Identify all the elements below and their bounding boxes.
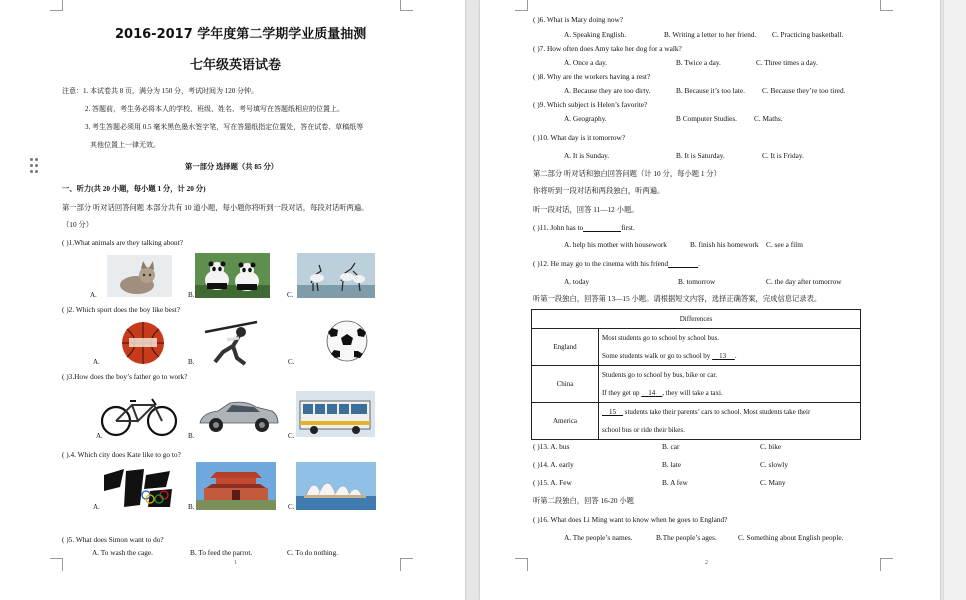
cat-image xyxy=(107,255,172,297)
blank-number: 13 xyxy=(719,352,727,360)
q6-option-b: B. Writing a letter to her friend. xyxy=(664,30,757,39)
description-line: Students go to school by bus, bike or car. xyxy=(602,371,718,379)
question-11 xyxy=(533,224,635,232)
description-text: If they get up xyxy=(602,389,640,397)
q15-option-b: B. A few xyxy=(662,478,688,487)
blank-number: 14 xyxy=(648,389,656,397)
q9-option-b: B Computer Studies. xyxy=(676,114,738,123)
answer-blank xyxy=(668,260,698,268)
q14-option-b: B. late xyxy=(662,460,682,469)
note-line: 3. 考生答题必须用 0.5 毫米黑色墨水签字笔，写在答题纸指定位置处，答在试卷、草稿纸等 xyxy=(85,123,364,131)
blank-number: 15 xyxy=(609,408,616,416)
sydney-opera-house-image xyxy=(296,462,376,510)
car-image xyxy=(196,395,281,435)
table-row xyxy=(532,329,861,366)
part1-heading: 第一部分 选择题（共 85 分） xyxy=(185,162,279,171)
option-b-label: B. xyxy=(188,432,195,440)
q13-option-b: B. car xyxy=(662,442,680,451)
blank-14 xyxy=(641,389,662,397)
question-3: ( )3.How does the boy’s father go to work? xyxy=(62,372,188,381)
description-cell xyxy=(599,366,861,403)
q6-option-a: A. Speaking English. xyxy=(564,30,627,39)
option-b-label: B. xyxy=(188,291,195,299)
bicycle-image xyxy=(100,393,180,438)
crop-mark xyxy=(515,558,528,571)
note-line: 2. 答题前，考生务必将本人的学校、班级、姓名、考号填写在答题纸相应的位置上。 xyxy=(85,105,344,113)
q6-option-c: C. Practicing basketball. xyxy=(772,30,844,39)
crop-mark xyxy=(50,558,63,571)
description-line: school bus or ride their bikes. xyxy=(602,426,685,434)
blank-15 xyxy=(602,408,623,416)
option-a-label: A. xyxy=(93,503,100,511)
table-header: Differences xyxy=(532,310,861,329)
note-line: 其他位置上一律无效。 xyxy=(90,141,160,149)
q12-text: ( )12. He may go to the cinema with his friend xyxy=(533,259,669,268)
question-16: ( )16. What does Li Ming want to know when he goes to England? xyxy=(533,515,728,524)
option-c-label: C. xyxy=(288,358,295,366)
q5-option-c: C. To do nothing. xyxy=(287,548,339,557)
question-14: ( )14. A. early xyxy=(533,460,574,469)
question-13: ( )13. A. bus xyxy=(533,442,570,451)
section-instructions: 第一部分 听对话回答问题 本部分共有 10 道小题，每小题你将听到一段对话，每段对话听两遍。 xyxy=(62,203,369,212)
option-c-label: C. xyxy=(287,291,294,299)
description-line xyxy=(602,384,857,402)
question-7: ( )7. How often does Amy take her dog for a walk? xyxy=(533,44,682,53)
exam-title: 2016-2017 学年度第二学期学业质量抽测 xyxy=(115,27,367,42)
part2-instructions: 你将听到一段对话和两段独白，听两遍。 xyxy=(533,186,665,195)
q14-option-c: C. slowly xyxy=(760,460,788,469)
crop-mark xyxy=(880,558,893,571)
option-a-label: A. xyxy=(93,358,100,366)
option-c-label: C. xyxy=(288,432,295,440)
description-line xyxy=(602,347,857,365)
q11-option-b: B. finish his homework xyxy=(690,240,759,249)
crop-mark xyxy=(515,0,528,11)
question-5: ( )5. What does Simon want to do? xyxy=(62,535,164,544)
q16-option-a: A. The people’s names. xyxy=(564,533,633,542)
description-cell xyxy=(599,329,861,366)
drag-handle-icon[interactable] xyxy=(30,158,40,174)
description-line: Most students go to school by school bus. xyxy=(602,334,720,342)
country-cell: China xyxy=(532,366,599,403)
question-4: ( ).4. Which city does Kate like to go to? xyxy=(62,450,181,459)
q16-option-b: B.The people’s ages. xyxy=(656,533,717,542)
option-a-label: A. xyxy=(96,432,103,440)
table-row xyxy=(532,403,861,440)
part2-heading: 第二部分 听对话和独白回答问题（计 10 分，每小题 1 分） xyxy=(533,169,721,178)
soccer-ball-image xyxy=(310,316,375,366)
q12-text-end: . xyxy=(698,259,700,268)
q7-option-a: A. Once a day. xyxy=(564,58,608,67)
crop-mark xyxy=(50,0,63,11)
basketball-image xyxy=(105,320,177,365)
section-score: （10 分） xyxy=(62,220,94,229)
q11-text-end: first. xyxy=(621,223,635,232)
country-cell: England xyxy=(532,329,599,366)
question-15: ( )15. A. Few xyxy=(533,478,572,487)
description-text: , they will take a taxi. xyxy=(662,389,723,397)
q15-option-c: C. Many xyxy=(760,478,786,487)
q13-option-c: C. bike xyxy=(760,442,782,451)
q5-option-a: A. To wash the cage. xyxy=(92,548,153,557)
q10-option-a: A. It is Sunday. xyxy=(564,151,610,160)
description-text: students take their parents’ cars to school. Most students take their xyxy=(624,408,811,416)
description-text: Some students walk or go to school by xyxy=(602,352,711,360)
tiananmen-image xyxy=(196,462,276,510)
description-line xyxy=(602,403,857,421)
blank-13 xyxy=(712,352,735,360)
section-heading: 一、听力(共 20 小题，每小题 1 分，计 20 分) xyxy=(62,184,206,193)
q7-option-c: C. Three times a day. xyxy=(756,58,818,67)
cranes-image xyxy=(297,253,375,298)
question-6: ( )6. What is Mary doing now? xyxy=(533,15,624,24)
country-cell: America xyxy=(532,403,599,440)
q9-option-c: C. Maths. xyxy=(754,114,783,123)
q9-option-a: A. Geography. xyxy=(564,114,607,123)
crop-mark xyxy=(400,0,413,11)
q8-option-b: B. Because it’s too late. xyxy=(676,86,745,95)
page-number: 2 xyxy=(705,560,708,566)
q12-option-b: B. tomorrow xyxy=(678,277,716,286)
differences-table xyxy=(531,309,861,440)
q10-option-b: B. It is Saturday. xyxy=(676,151,725,160)
q11-option-a: A. help his mother with housework xyxy=(564,240,667,249)
description-text: . xyxy=(734,352,737,360)
bus-image xyxy=(296,391,375,437)
question-9: ( )9. Which subject is Helen’s favorite? xyxy=(533,100,648,109)
crop-mark xyxy=(880,0,893,11)
option-b-label: B. xyxy=(188,358,195,366)
monologue2-instructions: 听第二段独白，回答 16-20 小题 xyxy=(533,496,634,505)
question-2: ( )2. Which sport does the boy like best? xyxy=(62,305,181,314)
note-line: 注意：1. 本试卷共 8 页，满分为 150 分，考试时间为 120 分钟。 xyxy=(62,87,258,95)
q5-option-b: B. To feed the parrot. xyxy=(190,548,253,557)
dialog-instructions: 听一段对话，回答 11—12 小题。 xyxy=(533,205,639,214)
question-1: ( )1.What animals are they talking about? xyxy=(62,238,183,247)
q10-option-c: C. It is Friday. xyxy=(762,151,804,160)
question-12 xyxy=(533,260,700,268)
q16-option-c: C. Something about English people. xyxy=(738,533,844,542)
q11-text: ( )11. John has to xyxy=(533,223,584,232)
question-10: ( )10. What day is it tomorrow? xyxy=(533,133,626,142)
london-2012-logo-image xyxy=(100,465,180,510)
option-a-label: A. xyxy=(90,291,97,299)
table-row xyxy=(532,366,861,403)
vertical-scrollbar[interactable] xyxy=(943,0,966,600)
table-header-row xyxy=(532,310,861,329)
description-cell xyxy=(599,403,861,440)
panda-image xyxy=(195,253,270,298)
option-c-label: C. xyxy=(288,503,295,511)
exam-subtitle: 七年级英语试卷 xyxy=(190,58,282,73)
page-number: 1 xyxy=(234,560,237,566)
option-b-label: B. xyxy=(188,503,195,511)
answer-blank xyxy=(583,224,621,232)
baseball-player-image xyxy=(195,318,270,366)
q12-option-c: C. the day after tomorrow xyxy=(766,277,842,286)
document-page-1 xyxy=(0,0,465,600)
question-8: ( )8. Why are the workers having a rest? xyxy=(533,72,651,81)
q11-option-c: C. see a film xyxy=(766,240,803,249)
crop-mark xyxy=(400,558,413,571)
q8-option-c: C. Because they’re too tired. xyxy=(762,86,846,95)
q7-option-b: B. Twice a day. xyxy=(676,58,721,67)
q12-option-a: A. today xyxy=(564,277,590,286)
q8-option-a: A. Because they are too dirty. xyxy=(564,86,651,95)
monologue1-instructions: 听第一段独白，回答第 13—15 小题。请根据短文内容，选择正确答案，完成信息记录表。 xyxy=(533,294,822,303)
